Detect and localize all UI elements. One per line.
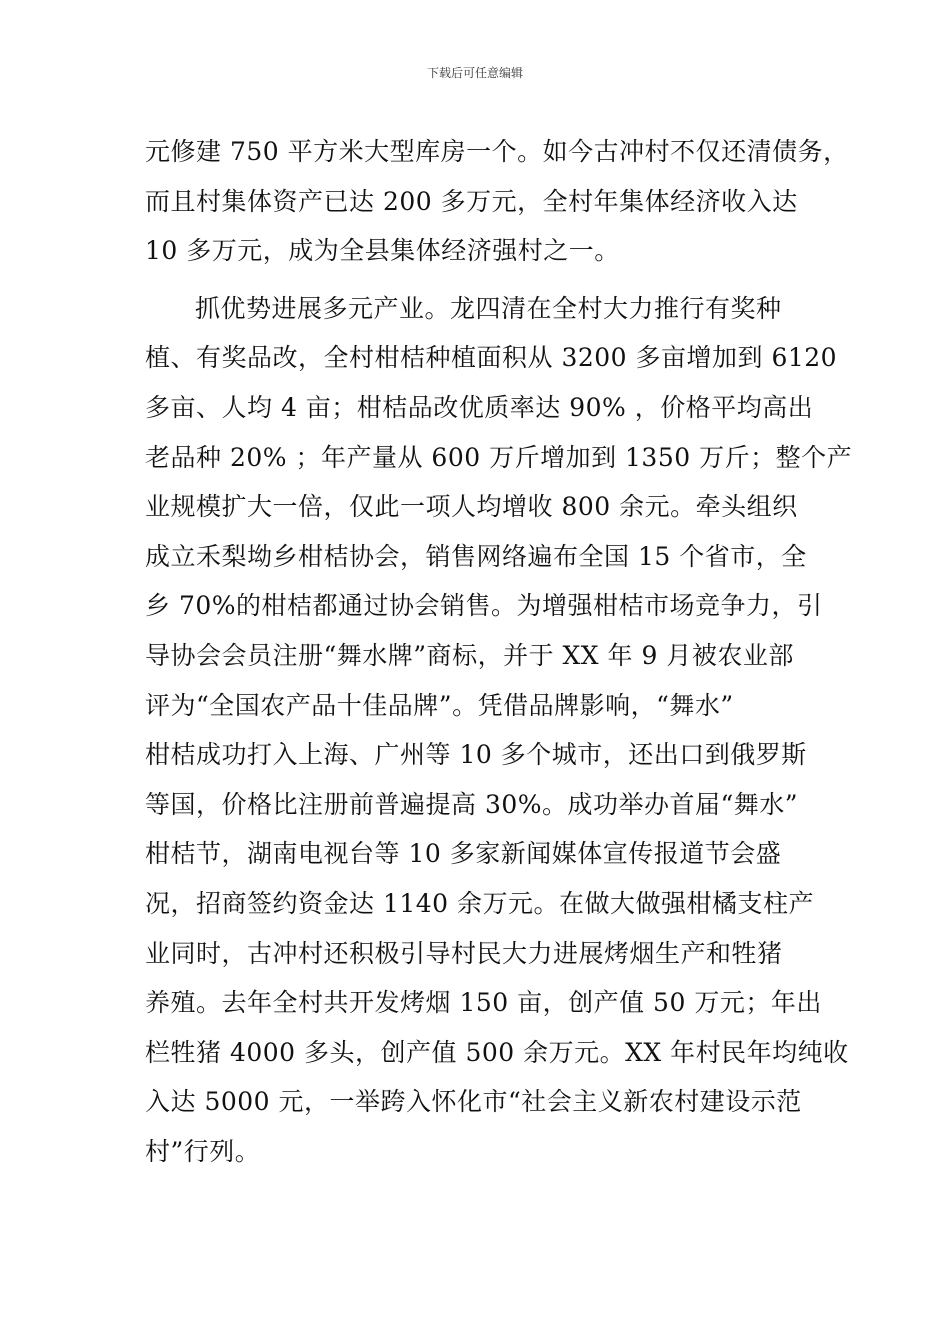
- text-line: 村”行列。: [145, 1136, 261, 1166]
- text-line: 养殖。去年全村共开发烤烟 150 亩，创产值 50 万元；年出: [145, 988, 822, 1018]
- text-line: 多亩、人均 4 亩；柑桔品改优质率达 90% ，价格平均高出: [145, 392, 814, 422]
- paragraph-1: [145, 127, 849, 276]
- text-line: 评为“全国农产品十佳品牌”。凭借品牌影响，“舞水”: [145, 690, 734, 720]
- text-line: 抓优势进展多元产业。龙四清在全村大力推行有奖种: [195, 293, 782, 323]
- text-line: 10 多万元，成为全县集体经济强村之一。: [145, 236, 620, 266]
- document-body: [145, 127, 853, 1176]
- text-line: 况，招商签约资金达 1140 余万元。在做大做强柑橘支柱产: [145, 888, 815, 918]
- page-header: 下载后可任意编辑: [426, 66, 523, 80]
- text-line: 乡 70%的柑桔都通过协会销售。为增强柑桔市场竞争力，引: [145, 591, 823, 621]
- text-line: 栏牲猪 4000 多头，创产值 500 余万元。XX 年村民年均纯收: [145, 1037, 849, 1067]
- text-line: 元修建 750 平方米大型库房一个。如今古冲村不仅还清债务，: [145, 137, 849, 166]
- text-line: 柑桔成功打入上海、广州等 10 多个城市，还出口到俄罗斯: [145, 740, 807, 770]
- text-line: 业规模扩大一倍，仅此一项人均增收 800 余元。牵头组织: [145, 492, 798, 522]
- text-line: 业同时，古冲村还积极引导村民大力进展烤烟生产和牲猪: [145, 938, 783, 968]
- text-line: 柑桔节，湖南电视台等 10 多家新闻媒体宣传报道节会盛: [145, 839, 782, 869]
- text-line: 成立禾梨坳乡柑桔协会，销售网络遍布全国 15 个省市，全: [145, 541, 807, 571]
- text-line: 植、有奖品改，全村柑桔种植面积从 3200 多亩增加到 6120: [145, 343, 838, 373]
- text-line: 而且村集体资产已达 200 多万元，全村年集体经济收入达: [145, 186, 798, 216]
- text-line: 导协会会员注册“舞水牌”商标，并于 XX 年 9 月被农业部: [145, 640, 794, 670]
- text-line: 等国，价格比注册前普遍提高 30%。成功举办首届“舞水”: [145, 789, 799, 819]
- paragraph-gap: [145, 276, 815, 284]
- paragraph-2: [145, 284, 853, 1177]
- text-line: 老品种 20% ；年产量从 600 万斤增加到 1350 万斤；整个产: [145, 442, 853, 472]
- text-line: 入达 5000 元，一举跨入怀化市“社会主义新农村建设示范: [145, 1087, 802, 1117]
